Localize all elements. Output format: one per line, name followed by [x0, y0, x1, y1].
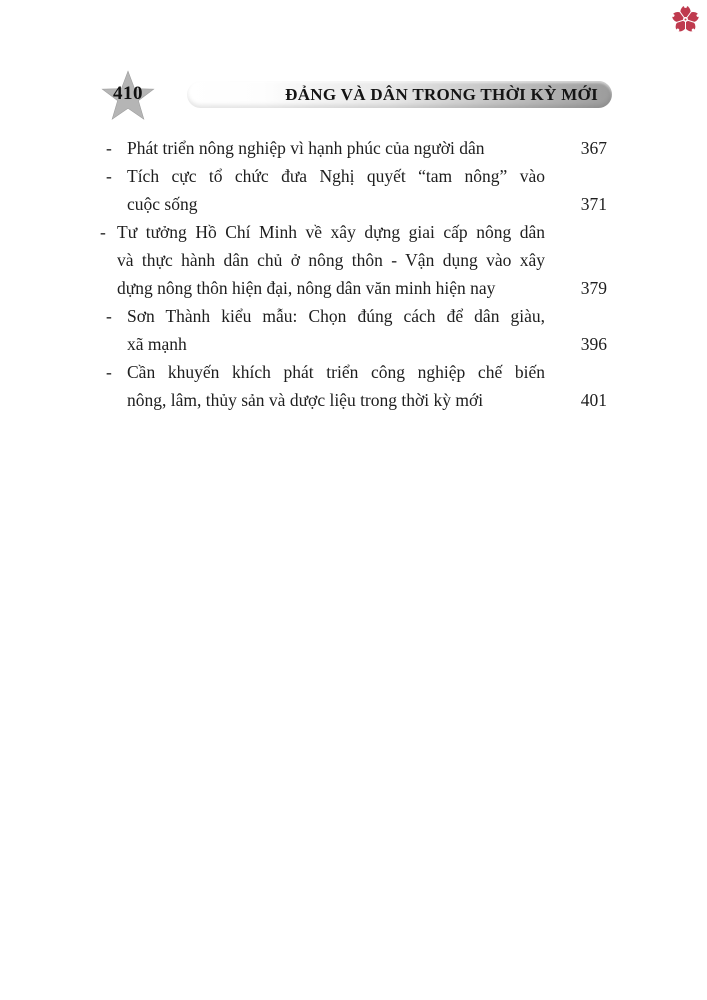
- toc-page-number: 396: [580, 334, 607, 354]
- toc-line: Sơn Thành kiểu mẫu: Chọn đúng cách để dân giàu,: [127, 306, 545, 326]
- running-header-bar: [187, 81, 612, 108]
- toc-entry: [100, 358, 607, 414]
- toc-entry-text: [127, 134, 545, 162]
- flower-icon: [672, 6, 699, 33]
- toc-line: nông, lâm, thủy sản và dược liệu trong thời kỳ mới: [127, 390, 484, 410]
- toc-line: cuộc sống: [127, 194, 198, 214]
- running-header-title: ĐẢNG VÀ DÂN TRONG THỜI KỲ MỚI: [285, 85, 598, 104]
- toc-bullet: -: [106, 306, 112, 326]
- toc-entry: [100, 134, 607, 162]
- toc-page-number: 379: [580, 278, 607, 298]
- toc-entry-text: [127, 302, 545, 358]
- toc-line: xã mạnh: [127, 334, 187, 354]
- toc-line: và thực hành dân chủ ở nông thôn - Vận dụng vào xây: [117, 250, 545, 270]
- toc-entry: [100, 162, 607, 218]
- toc-entry-text: [127, 358, 545, 414]
- toc-page-number: 401: [580, 390, 607, 410]
- toc-page-number: 371: [580, 194, 607, 214]
- toc-page-number: 367: [580, 138, 607, 158]
- page-number-star: [100, 70, 156, 122]
- page-number: 410: [113, 82, 143, 104]
- toc-bullet: -: [106, 138, 112, 158]
- toc-bullet: -: [106, 166, 112, 186]
- toc-bullet: -: [100, 222, 106, 242]
- toc-bullet: -: [106, 362, 112, 382]
- toc-line: Cần khuyến khích phát triển công nghiệp chế biến: [127, 362, 545, 382]
- toc-line: Tư tưởng Hồ Chí Minh về xây dựng giai cấp nông dân: [117, 222, 545, 242]
- toc-entry-text: [127, 162, 545, 218]
- toc-line: Phát triển nông nghiệp vì hạnh phúc của người dân: [127, 138, 485, 158]
- toc-entry: [100, 302, 607, 358]
- toc-line: Tích cực tổ chức đưa Nghị quyết “tam nông” vào: [127, 166, 545, 186]
- toc-entry-text: [117, 218, 545, 302]
- toc-list: [100, 134, 607, 414]
- toc-entry: [100, 218, 607, 302]
- toc-line: dựng nông thôn hiện đại, nông dân văn minh hiện nay: [117, 278, 496, 298]
